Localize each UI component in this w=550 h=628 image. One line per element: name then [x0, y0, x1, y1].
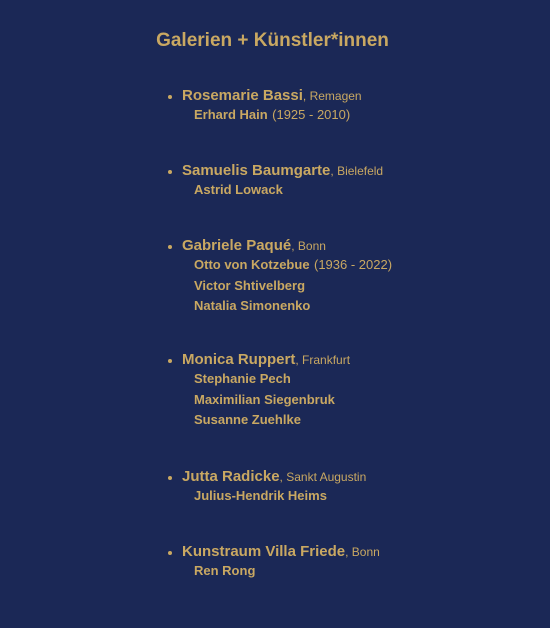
- gallery-item-samuelis-baumgarte: [168, 161, 528, 201]
- gallery-heading: [168, 236, 528, 255]
- gallery-city: Bonn: [297, 239, 326, 253]
- gallery-city: Frankfurt: [302, 353, 351, 367]
- artist-years: (1925 - 2010): [272, 107, 351, 122]
- gallery-city: Sankt Augustin: [286, 470, 367, 484]
- bullet-icon: [168, 170, 172, 174]
- artist-item: [194, 255, 528, 276]
- artist-name[interactable]: Ren Rong: [194, 563, 256, 578]
- artist-item: [194, 369, 528, 390]
- gallery-city: Remagen: [309, 89, 362, 103]
- gallery-heading: [168, 86, 528, 105]
- gallery-separator: ,: [295, 353, 303, 367]
- artist-list: [168, 105, 528, 126]
- gallery-name[interactable]: Jutta Radicke: [182, 468, 280, 485]
- gallery-name[interactable]: Kunstraum Villa Friede: [182, 543, 346, 560]
- artist-name[interactable]: Stephanie Pech: [194, 371, 291, 386]
- gallery-heading: [168, 467, 528, 486]
- gallery-heading: [168, 542, 528, 561]
- artist-name[interactable]: Erhard Hain: [194, 107, 268, 122]
- artist-name[interactable]: Natalia Simonenko: [194, 298, 311, 314]
- bullet-icon: [168, 359, 172, 363]
- gallery-name[interactable]: Samuelis Baumgarte: [182, 162, 331, 179]
- gallery-name[interactable]: Monica Ruppert: [182, 351, 296, 368]
- gallery-item-rosemarie-bassi: [168, 86, 528, 126]
- page-title: Galerien + Künstler*innen: [156, 30, 389, 51]
- artist-list: [168, 561, 528, 582]
- gallery-separator: ,: [279, 470, 287, 484]
- gallery-separator: ,: [291, 239, 298, 253]
- gallery-city: Bielefeld: [337, 164, 384, 178]
- artist-name[interactable]: Astrid Lowack: [194, 182, 283, 197]
- bullet-icon: [168, 95, 172, 99]
- gallery-separator: ,: [302, 89, 310, 103]
- artist-item: [194, 296, 528, 317]
- artist-item: [194, 180, 528, 201]
- artist-item: [194, 105, 528, 126]
- gallery-separator: ,: [330, 164, 338, 178]
- gallery-item-monica-ruppert: [168, 350, 528, 431]
- artist-name[interactable]: Otto von Kotzebue: [194, 257, 310, 272]
- gallery-heading: [168, 161, 528, 180]
- bullet-icon: [168, 476, 172, 480]
- artist-name[interactable]: Maximilian Siegenbruk: [194, 391, 335, 407]
- gallery-name[interactable]: Gabriele Paqué: [182, 237, 292, 254]
- gallery-name[interactable]: Rosemarie Bassi: [182, 87, 303, 104]
- artist-item: [194, 390, 528, 411]
- gallery-heading: [168, 350, 528, 369]
- artist-name[interactable]: Julius-Hendrik Heims: [194, 488, 327, 503]
- artist-name[interactable]: Victor Shtivelberg: [194, 277, 306, 293]
- gallery-separator: ,: [345, 545, 352, 559]
- artist-item: [194, 276, 528, 297]
- artist-item: [194, 410, 528, 431]
- artist-list: [168, 255, 528, 317]
- artist-item: [194, 561, 528, 582]
- artist-list: [168, 369, 528, 431]
- bullet-icon: [168, 245, 172, 249]
- gallery-item-gabriele-paque: [168, 236, 528, 317]
- artist-item: [194, 486, 528, 507]
- gallery-city: Bonn: [351, 545, 380, 559]
- artist-years: (1936 - 2022): [314, 257, 393, 272]
- gallery-item-jutta-radicke: [168, 467, 528, 507]
- artist-name[interactable]: Susanne Zuehlke: [194, 412, 301, 428]
- artist-list: [168, 486, 528, 507]
- artist-list: [168, 180, 528, 201]
- gallery-item-kunstraum-villa-friede: [168, 542, 528, 582]
- bullet-icon: [168, 551, 172, 555]
